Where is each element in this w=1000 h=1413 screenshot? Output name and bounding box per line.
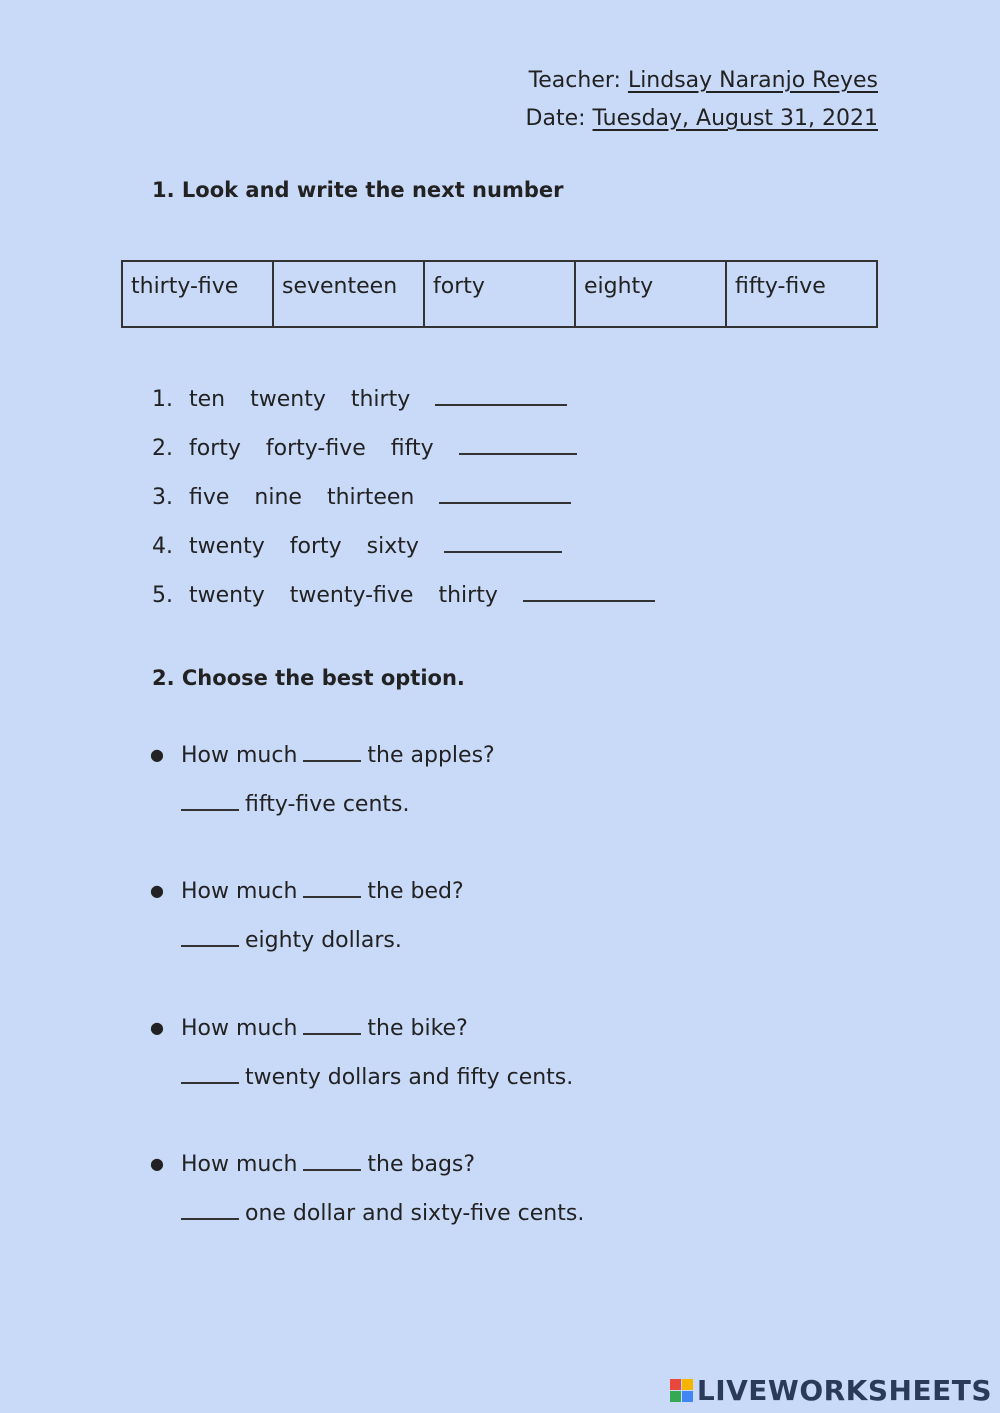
answer-blank[interactable]	[435, 378, 567, 406]
list-item	[152, 525, 655, 574]
sequence-word: nine	[254, 485, 302, 510]
answer-blank[interactable]	[181, 1196, 239, 1220]
answer-text: fifty-five cents.	[245, 792, 410, 817]
answer-blank[interactable]	[181, 787, 239, 811]
sequence-word: forty	[189, 436, 241, 461]
answer-blank[interactable]	[181, 923, 239, 947]
question-line	[150, 873, 464, 923]
liveworksheets-logo	[670, 1374, 992, 1407]
sequence-word: thirty	[350, 387, 411, 412]
sequence-list	[152, 378, 655, 623]
item-number: 1.	[152, 387, 173, 412]
answer-blank[interactable]	[181, 1060, 239, 1084]
question-suffix: the bags?	[367, 1152, 476, 1177]
word-bank-table	[121, 260, 878, 328]
bullet-icon: ●	[150, 881, 164, 900]
item-number: 4.	[152, 534, 173, 559]
answer-text: one dollar and sixty-five cents.	[245, 1201, 585, 1226]
question-line	[150, 737, 495, 787]
section1-title: 1. Look and write the next number	[152, 178, 564, 202]
sequence-word: thirteen	[326, 485, 415, 510]
logo-mark-icon	[670, 1379, 693, 1402]
sequence-word: sixty	[366, 534, 419, 559]
question-prefix: How much	[181, 879, 298, 904]
question-blank[interactable]	[303, 874, 361, 898]
word-bank-cell: forty	[424, 261, 575, 327]
question-blank[interactable]	[303, 738, 361, 762]
question-block	[150, 1010, 573, 1110]
sequence-word: forty-five	[265, 436, 366, 461]
question-prefix: How much	[181, 743, 298, 768]
date-line	[526, 100, 878, 138]
answer-blank[interactable]	[444, 525, 562, 553]
sequence-word: ten	[189, 387, 226, 412]
list-item	[152, 574, 655, 623]
answer-blank[interactable]	[459, 427, 577, 455]
header	[526, 62, 878, 138]
bullet-icon: ●	[150, 1018, 164, 1037]
answer-line	[150, 787, 495, 837]
sequence-word: forty	[289, 534, 342, 559]
sequence-word: twenty	[250, 387, 326, 412]
logo-text: LIVEWORKSHEETS	[696, 1374, 992, 1407]
sequence-word: fifty	[390, 436, 434, 461]
item-number: 2.	[152, 436, 173, 461]
answer-line	[150, 923, 464, 973]
answer-line	[150, 1196, 584, 1246]
teacher-name: Lindsay Naranjo Reyes	[627, 68, 878, 93]
item-number: 5.	[152, 583, 173, 608]
date-value: Tuesday, August 31, 2021	[592, 106, 878, 131]
question-prefix: How much	[181, 1152, 298, 1177]
list-item	[152, 427, 655, 476]
answer-blank[interactable]	[523, 574, 655, 602]
list-item	[152, 476, 655, 525]
answer-blank[interactable]	[439, 476, 571, 504]
question-block	[150, 873, 464, 973]
answer-text: twenty dollars and fifty cents.	[245, 1065, 574, 1090]
question-line	[150, 1010, 573, 1060]
bullet-icon: ●	[150, 1154, 164, 1173]
question-suffix: the apples?	[367, 743, 495, 768]
date-label: Date:	[525, 106, 586, 131]
sequence-word: thirty	[438, 583, 498, 608]
question-suffix: the bed?	[367, 879, 464, 904]
question-block	[150, 737, 495, 837]
teacher-label: Teacher:	[528, 68, 621, 93]
question-line	[150, 1146, 584, 1196]
answer-text: eighty dollars.	[245, 928, 402, 953]
section2-title: 2. Choose the best option.	[152, 666, 465, 690]
sequence-word: twenty	[189, 534, 265, 559]
question-prefix: How much	[181, 1016, 298, 1041]
list-item	[152, 378, 655, 427]
item-number: 3.	[152, 485, 173, 510]
answer-line	[150, 1060, 573, 1110]
question-blank[interactable]	[303, 1011, 361, 1035]
question-block	[150, 1146, 584, 1246]
sequence-word: five	[189, 485, 230, 510]
bullet-icon: ●	[150, 745, 164, 764]
word-bank-cell: fifty-five	[726, 261, 877, 327]
teacher-line	[526, 62, 878, 100]
word-bank-cell: eighty	[575, 261, 726, 327]
question-blank[interactable]	[303, 1147, 361, 1171]
sequence-word: twenty	[189, 583, 265, 608]
word-bank-cell: thirty-five	[122, 261, 273, 327]
word-bank-cell: seventeen	[273, 261, 424, 327]
sequence-word: twenty-five	[289, 583, 414, 608]
question-suffix: the bike?	[367, 1016, 468, 1041]
